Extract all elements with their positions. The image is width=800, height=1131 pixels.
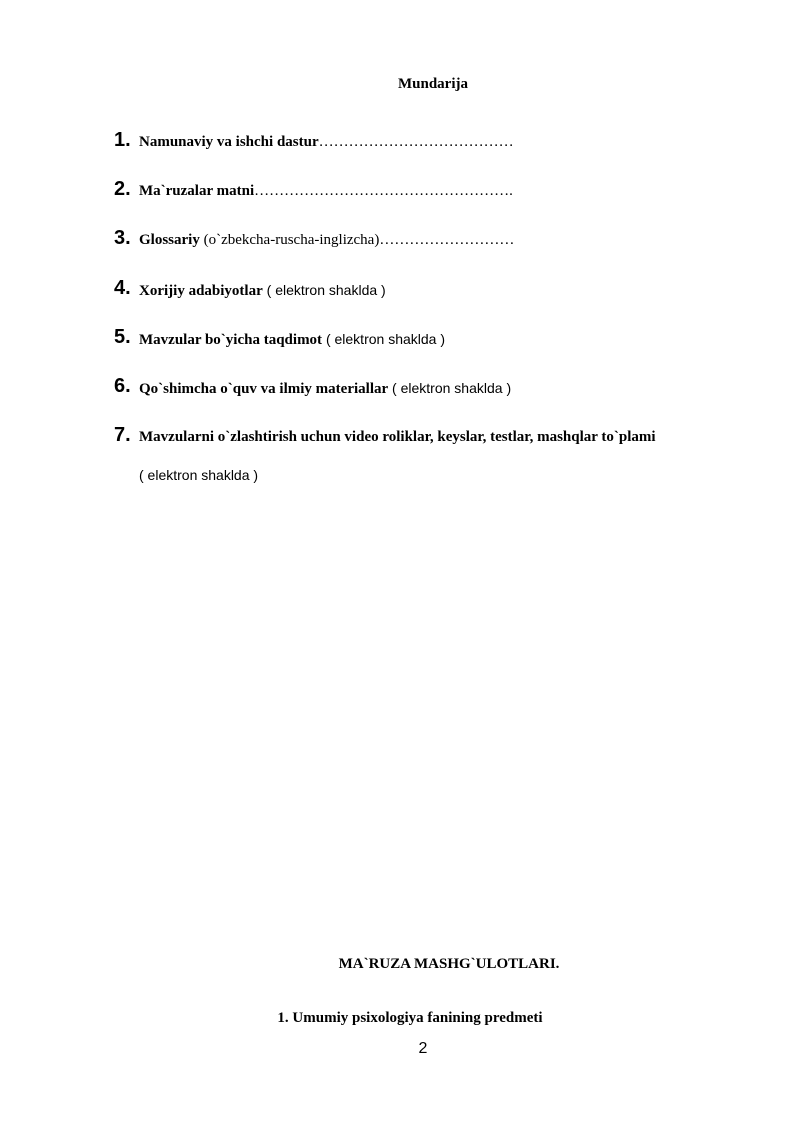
page-title: Mundarija	[397, 76, 468, 92]
toc-number: 4.	[114, 277, 131, 299]
toc-note: ( elektron shaklda )	[262, 282, 386, 298]
toc-leader: …………………………………	[318, 134, 514, 150]
toc-number: 5.	[114, 326, 131, 348]
toc-title: Mavzularni o`zlashtirish uchun video roliklar, keyslar, testlar, mashqlar to`plami	[139, 429, 656, 445]
toc-number: 7.	[114, 424, 131, 446]
toc-item-7-note: ( elektron shaklda )	[139, 467, 259, 483]
toc-title: Namunaviy va ishchi dastur	[139, 134, 319, 150]
toc-note: ( elektron shaklda )	[322, 331, 446, 347]
toc-number: 3.	[114, 227, 131, 249]
toc-text	[139, 429, 656, 446]
toc-subtitle: (o`zbekcha-ruscha-inglizcha)………………………	[199, 232, 515, 248]
sub-heading: 1. Umumiy psixologiya fanining predmeti	[277, 1010, 543, 1026]
page-number: 2	[418, 1040, 428, 1057]
toc-text	[139, 282, 386, 300]
toc-leader: …………………………………………….	[254, 183, 513, 199]
toc-text	[139, 232, 514, 249]
toc-title: Qo`shimcha o`quv va ilmiy materiallar	[139, 381, 389, 397]
toc-text	[139, 134, 514, 151]
toc-note: ( elektron shaklda )	[388, 380, 512, 396]
toc-title: Glossariy	[139, 232, 200, 248]
toc-title: Xorijiy adabiyotlar	[139, 283, 263, 299]
toc-text	[139, 331, 445, 349]
toc-number: 1.	[114, 129, 131, 151]
section-heading: MA`RUZA MASHG`ULOTLARI.	[338, 956, 560, 972]
toc-number: 6.	[114, 375, 131, 397]
toc-number: 2.	[114, 178, 131, 200]
toc-title: Mavzular bo`yicha taqdimot	[139, 332, 323, 348]
toc-text	[139, 380, 511, 398]
toc-title: Ma`ruzalar matni	[139, 183, 255, 199]
toc-text	[139, 183, 513, 200]
